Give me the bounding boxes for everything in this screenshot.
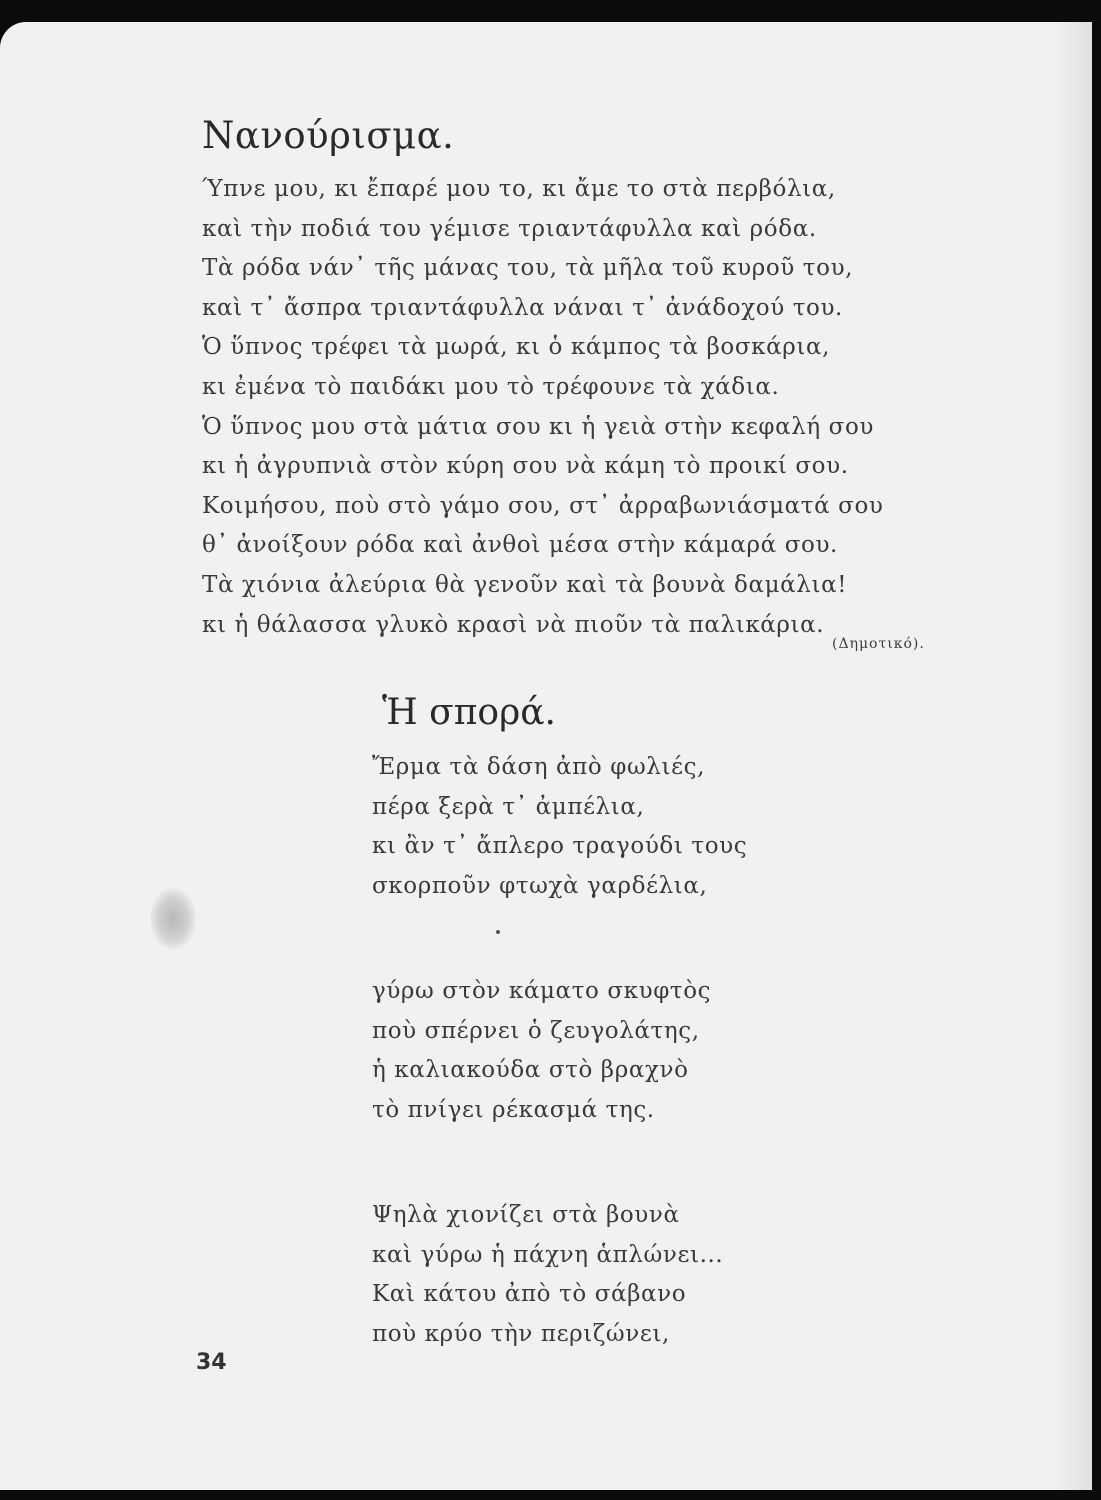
stanza-2: [372, 972, 892, 1130]
poem-line: Ύπνε μου, κι ἔπαρέ μου το, κι ἄμε το στὰ περβόλια,: [202, 176, 836, 202]
page-edge-shadow: [1052, 22, 1092, 1490]
poem-line: ποὺ κρύο τὴν περιζώνει,: [372, 1320, 670, 1347]
poem-nanourisma-body: [202, 170, 1012, 645]
ink-speck: [496, 930, 500, 934]
poem-line: κι ἡ ἀγρυπνιὰ στὸν κύρη σου νὰ κάμη τὸ προικί σου.: [202, 453, 849, 480]
poem-line: θ᾽ ἀνοίξουν ρόδα καὶ ἀνθοὶ μέσα στὴν κάμαρά σου.: [202, 532, 838, 559]
poem-title-spora: Ἡ σπορά.: [382, 692, 556, 733]
poem-line: τὸ πνίγει ρέκασμά της.: [372, 1096, 655, 1123]
poem-line: ποὺ σπέρνει ὁ ζευγολάτης,: [372, 1017, 700, 1044]
poem-line: σκορποῦν φτωχὰ γαρδέλια,: [372, 872, 708, 899]
poem-line: κι ἂν τ᾽ ἄπλερο τραγούδι τους: [372, 833, 748, 859]
poem-line: Ψηλὰ χιονίζει στὰ βουνὰ: [372, 1202, 680, 1228]
poem-line: ἡ καλιακούδα στὸ βραχνὸ: [372, 1057, 689, 1083]
page-number: 34: [196, 1350, 227, 1375]
stanza-1: [372, 748, 892, 906]
poem-line: κι ἡ θάλασσα γλυκὸ κρασὶ νὰ πιοῦν τὰ παλικάρια.: [202, 611, 825, 638]
poem-line: Τὰ ρόδα νάν᾽ τῆς μάνας του, τὰ μῆλα τοῦ κυροῦ του,: [202, 255, 854, 282]
poem-line: καὶ τὴν ποδιά του γέμισε τριαντάφυλλα καὶ ρόδα.: [202, 215, 817, 242]
poem-attribution: (Δημοτικό).: [832, 636, 925, 652]
paper-stain: [150, 888, 196, 950]
poem-line: Τὰ χιόνια ἀλεύρια θὰ γενοῦν καὶ τὰ βουνὰ δαμάλια!: [202, 571, 848, 598]
poem-line: Καὶ κάτου ἀπὸ τὸ σάβανο: [372, 1281, 687, 1307]
poem-line: Ἔρμα τὰ δάση ἀπὸ φωλιές,: [372, 754, 706, 780]
poem-line: γύρω στὸν κάματο σκυφτὸς: [372, 978, 712, 1004]
poem-line: Ὁ ὕπνος τρέφει τὰ μωρά, κι ὁ κάμπος τὰ βοσκάρια,: [202, 334, 831, 361]
poem-title-nanourisma: Νανούρισμα.: [202, 114, 455, 157]
poem-line: πέρα ξερὰ τ᾽ ἀμπέλια,: [372, 793, 645, 820]
book-page: [0, 22, 1092, 1490]
stanza-3: [372, 1196, 892, 1354]
poem-line: Κοιμήσου, ποὺ στὸ γάμο σου, στ᾽ ἀρραβωνιάσματά σου: [202, 492, 884, 519]
poem-line: καὶ τ᾽ ἄσπρα τριαντάφυλλα νάναι τ᾽ ἀνάδοχού του.: [202, 294, 843, 321]
poem-line: κι ἐμένα τὸ παιδάκι μου τὸ τρέφουνε τὰ χάδια.: [202, 373, 780, 400]
poem-line: Ὁ ὕπνος μου στὰ μάτια σου κι ἡ γειὰ στὴν κεφαλή σου: [202, 413, 874, 440]
poem-line: καὶ γύρω ἡ πάχνη ἁπλώνει...: [372, 1241, 724, 1268]
